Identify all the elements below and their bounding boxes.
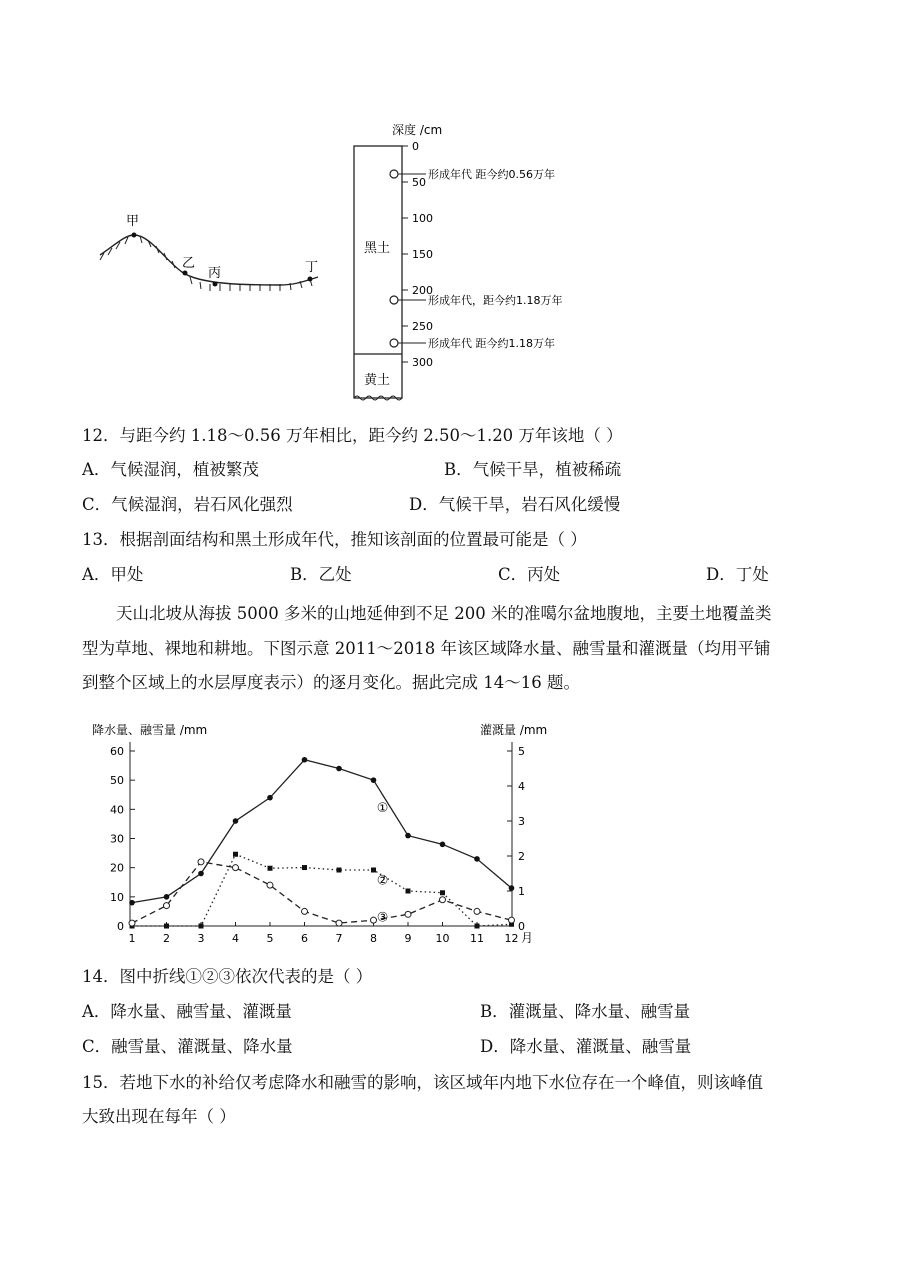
- series-1-point: [164, 894, 170, 900]
- point-ding: [308, 277, 313, 282]
- left-tick-label: 40: [110, 803, 124, 817]
- series-label-3: ③: [376, 910, 389, 926]
- layer-yellow-loess: 黄土: [364, 373, 391, 388]
- left-tick-label: 0: [117, 920, 124, 933]
- series-3-point: [336, 920, 342, 926]
- left-tick-label: 30: [110, 832, 124, 846]
- series-label-1: ①: [376, 800, 389, 816]
- left-tick-label: 60: [110, 745, 124, 758]
- x-tick-label: 1: [128, 932, 136, 945]
- q14-stem: 14．图中折线①②③依次代表的是（ ）: [82, 967, 373, 986]
- series-3-point: [371, 917, 377, 923]
- layer-black-soil: 黑土: [364, 241, 391, 256]
- series-1-point: [474, 856, 480, 862]
- series-3-point: [164, 903, 170, 909]
- series-1-point: [440, 842, 446, 848]
- point-bing: [213, 282, 218, 287]
- series-3-point: [233, 865, 239, 871]
- right-tick-label: 1: [518, 885, 525, 898]
- right-tick-label: 0: [518, 920, 525, 933]
- right-tick-label: 4: [518, 780, 525, 793]
- series-1-point: [198, 871, 204, 877]
- monthly-water-chart: [88, 718, 558, 953]
- soil-column-figure: [340, 118, 630, 408]
- point-yi: [183, 271, 188, 276]
- intro-line-2: 型为草地、裸地和耕地。下图示意 2011～2018 年该区域降水量、融雪量和灌溉量（均用平铺: [82, 639, 771, 658]
- series-2-point: [440, 890, 445, 895]
- terrain-profile-figure: [90, 205, 340, 300]
- x-tick-label: 3: [197, 932, 205, 945]
- q12-stem: 12．与距今约 1.18～0.56 万年相比，距今约 2.50～1.20 万年该地（ ）: [82, 426, 623, 445]
- chart-x-unit: 月: [521, 931, 534, 945]
- series-2-point: [302, 865, 307, 870]
- terrain-hatching: [100, 236, 312, 291]
- series-1-point: [371, 777, 377, 783]
- series-3-point: [267, 882, 273, 888]
- series-1-point: [129, 900, 135, 906]
- series-3-point: [405, 911, 411, 917]
- q13-stem: 13．根据剖面结构和黑土形成年代，推知该剖面的位置最可能是（ ）: [82, 530, 587, 549]
- series-3-point: [474, 908, 480, 914]
- series-2-point: [268, 866, 273, 871]
- right-tick-label: 3: [518, 815, 525, 828]
- depth-tick-150: 150: [412, 248, 433, 261]
- x-tick-label: 4: [232, 932, 239, 945]
- left-tick-label: 50: [110, 774, 124, 788]
- series-line-2: [132, 854, 512, 926]
- series-3-point: [129, 920, 135, 926]
- series-1-point: [267, 795, 273, 801]
- x-tick-label: 6: [301, 932, 308, 945]
- label-yi: 乙: [182, 256, 196, 271]
- depth-tick-0: 0: [412, 140, 419, 153]
- series-line-3: [132, 862, 512, 926]
- right-tick-label: 2: [518, 850, 525, 863]
- x-tick-label: 12: [504, 932, 519, 945]
- intro-line-3: 到整个区域上的水层厚度表示）的逐月变化。据此完成 14～16 题。: [82, 673, 580, 692]
- q13-option-b: B．乙处: [290, 565, 352, 584]
- sample-markers: [390, 170, 398, 347]
- soil-column-frame: [354, 146, 402, 398]
- label-bing: 丙: [208, 266, 222, 281]
- q13-option-a: A．甲处: [82, 565, 144, 584]
- q13-option-d: D．丁处: [706, 565, 769, 584]
- left-tick-label: 10: [110, 890, 124, 904]
- series-1-point: [509, 885, 515, 891]
- series-3-point: [509, 917, 515, 923]
- series-1-point: [336, 766, 342, 772]
- series-1-point: [302, 757, 308, 763]
- depth-tick-100: 100: [412, 212, 433, 225]
- annotation-118-a: 形成年代，距今约1.18万年: [428, 294, 563, 307]
- intro-line-1: 天山北坡从海拔 5000 多米的山地延伸到不足 200 米的准噶尔盆地腹地，主要土地覆盖类: [116, 604, 772, 623]
- series-2-point: [475, 924, 480, 929]
- x-tick-label: 7: [335, 932, 343, 945]
- q12-option-a: A．气候湿润，植被繁茂: [82, 460, 259, 479]
- q14-option-b: B．灌溉量、降水量、融雪量: [480, 1002, 691, 1021]
- q13-option-c: C．丙处: [498, 565, 561, 584]
- series-2-point: [164, 924, 169, 929]
- depth-axis-title: 深度 /cm: [392, 123, 443, 137]
- label-ding: 丁: [305, 260, 319, 275]
- annotation-118-b: 形成年代 距今约1.18万年: [428, 337, 555, 350]
- depth-tick-300: 300: [412, 356, 433, 369]
- q14-option-a: A．降水量、融雪量、灌溉量: [82, 1002, 292, 1021]
- q15-line-1: 15．若地下水的补给仅考虑降水和融雪的影响，该区域年内地下水位存在一个峰值，则该峰值: [82, 1073, 763, 1092]
- right-tick-label: 5: [518, 745, 525, 758]
- series-line-1: [132, 760, 512, 903]
- q14-option-d: D．降水量、灌溉量、融雪量: [480, 1037, 692, 1056]
- series-1-point: [405, 833, 411, 839]
- series-3-point: [198, 859, 204, 865]
- depth-tick-50: 50: [412, 176, 426, 189]
- series-3-point: [302, 908, 308, 914]
- series-2-point: [371, 868, 376, 873]
- series-label-2: ②: [376, 873, 389, 889]
- depth-ticks: [402, 146, 408, 362]
- x-tick-label: 11: [470, 932, 484, 945]
- series-2-point: [199, 924, 204, 929]
- series-2-point: [233, 852, 238, 857]
- series-1-point: [233, 818, 239, 824]
- x-tick-label: 8: [370, 932, 377, 945]
- depth-tick-250: 250: [412, 320, 433, 333]
- q14-option-c: C．融雪量、灌溉量、降水量: [82, 1037, 293, 1056]
- chart-left-axis-label: 降水量、融雪量 /mm: [92, 723, 208, 737]
- annotation-056: 形成年代 距今约0.56万年: [428, 168, 555, 181]
- left-tick-label: 20: [110, 861, 124, 875]
- x-tick-label: 5: [266, 932, 274, 945]
- x-tick-label: 9: [404, 932, 412, 945]
- q12-option-c: C．气候湿润，岩石风化强烈: [82, 495, 293, 514]
- series-2-point: [406, 889, 411, 894]
- point-jia: [132, 233, 137, 238]
- series-2-point: [337, 868, 342, 873]
- q15-line-2: 大致出现在每年（ ）: [82, 1107, 236, 1126]
- x-tick-label: 10: [435, 932, 450, 945]
- label-jia: 甲: [126, 214, 140, 229]
- chart-right-axis-label: 灌溉量 /mm: [480, 723, 548, 737]
- q12-option-d: D．气候干旱，岩石风化缓慢: [409, 495, 621, 514]
- x-tick-label: 2: [163, 932, 170, 945]
- series-3-point: [440, 897, 446, 903]
- q12-option-b: B．气候干旱，植被稀疏: [444, 460, 622, 479]
- depth-tick-200: 200: [412, 284, 433, 297]
